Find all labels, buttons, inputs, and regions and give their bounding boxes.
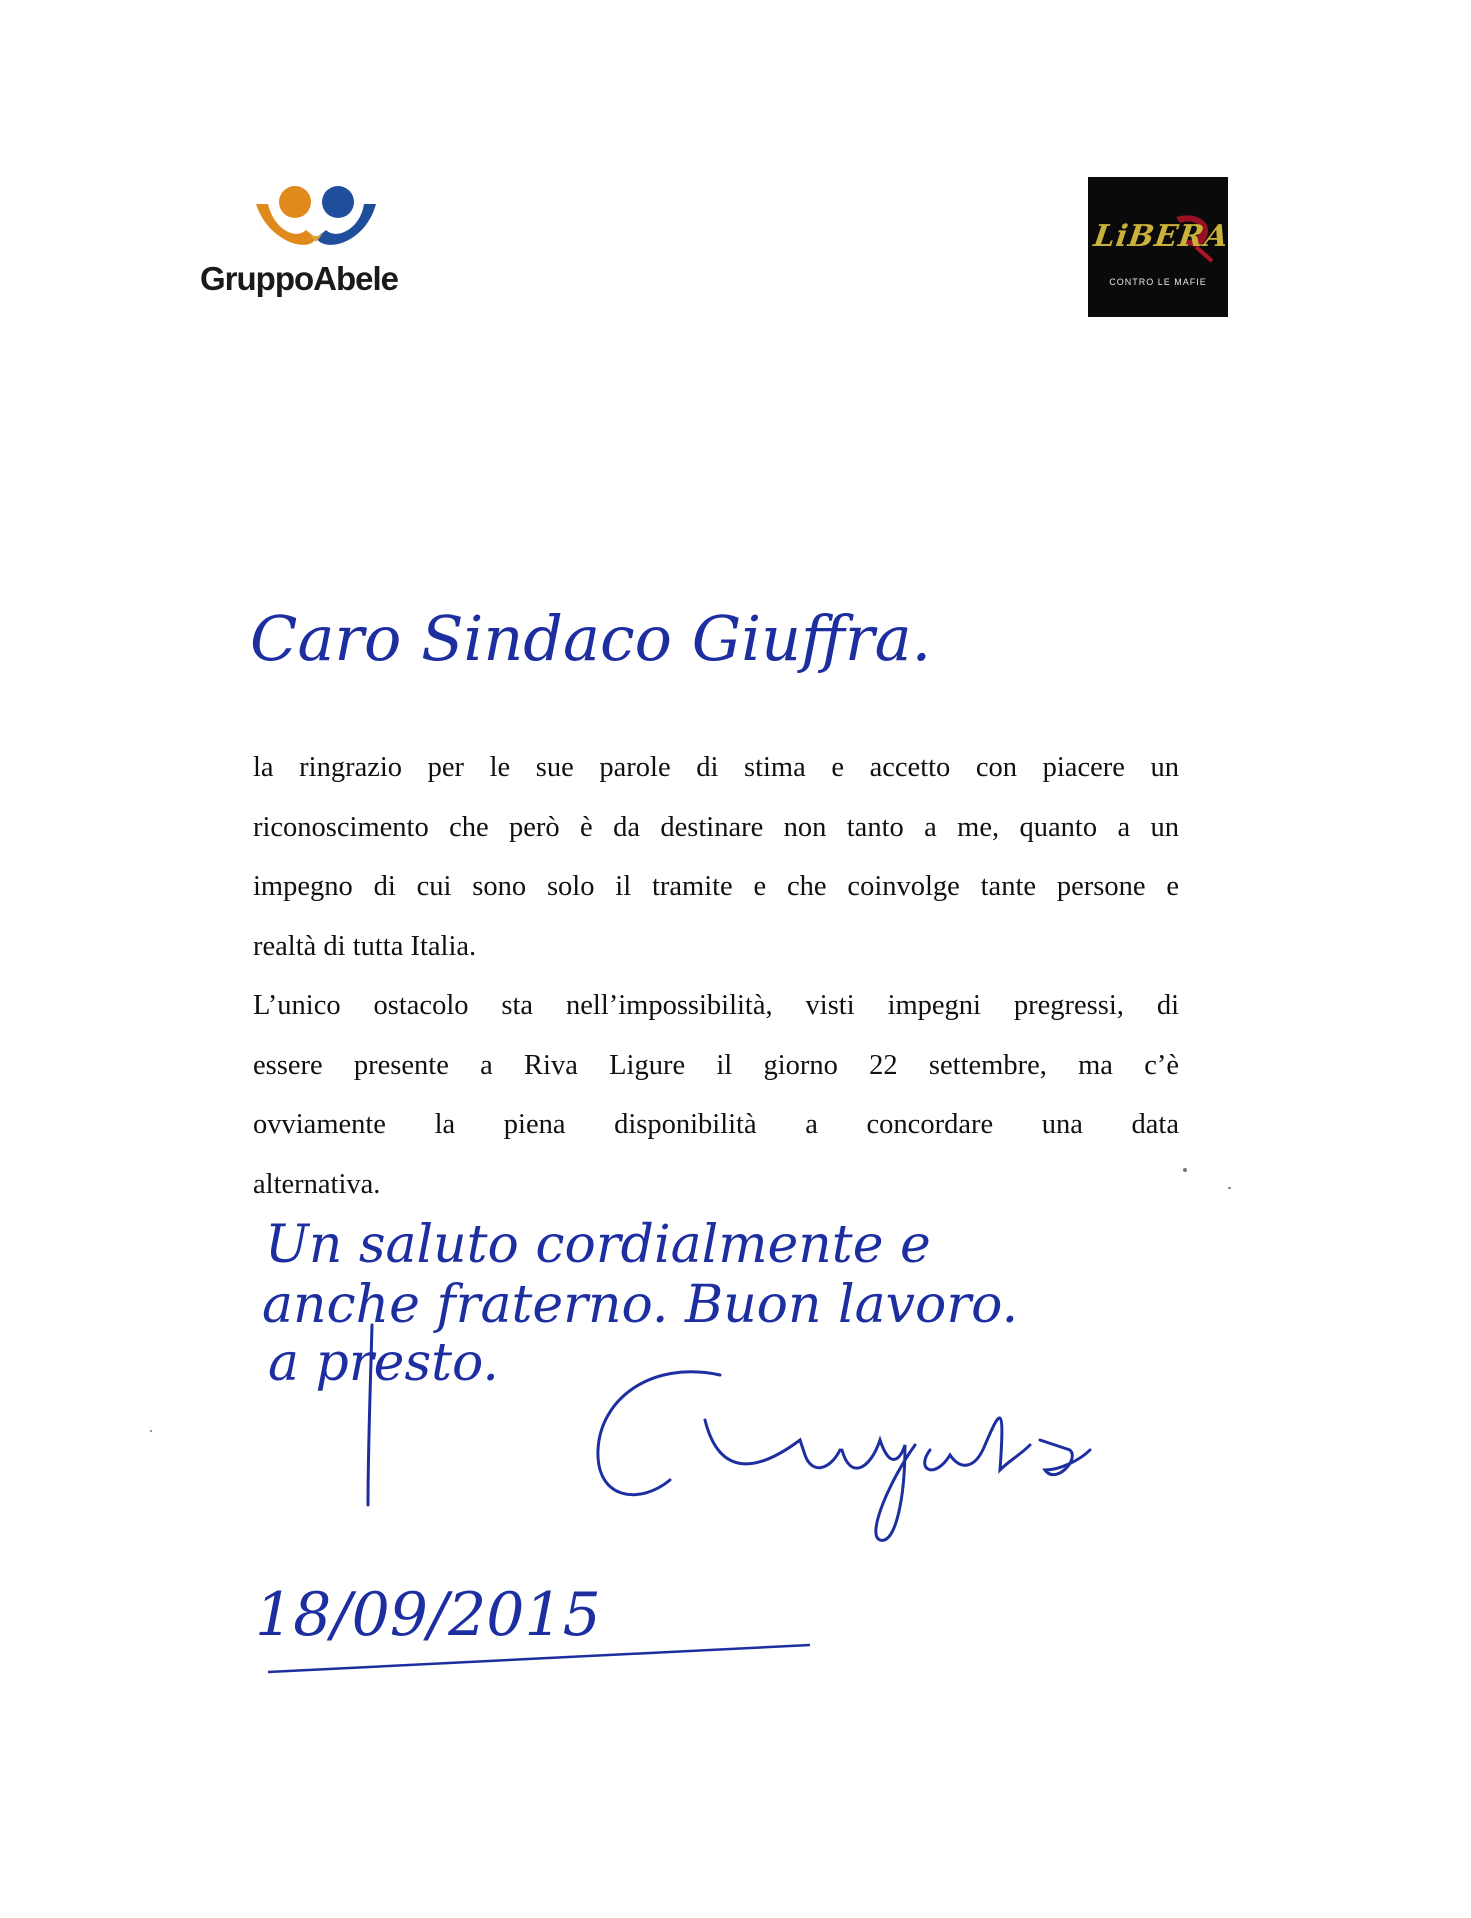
handwritten-salutation: Caro Sindaco Giuffra. xyxy=(250,602,932,675)
handwritten-closing-line-3: a presto. xyxy=(268,1333,499,1393)
body-line-4: realtà di tutta Italia. xyxy=(253,930,477,962)
scan-speck xyxy=(1183,1168,1187,1172)
libera-wordmark: LiBERA xyxy=(1091,219,1232,254)
handwritten-closing-line-1: Un saluto cordialmente e xyxy=(265,1215,931,1275)
body-line-6: essere presente a Riva Ligure il giorno 22 settembre, ma c’è xyxy=(253,1049,1179,1081)
libera-tagline: CONTRO LE MAFIE xyxy=(1109,277,1207,287)
body-line-1: la ringrazio per le sue parole di stima e accetto con piacere un xyxy=(253,752,1179,783)
body-line-5: L’unico ostacolo sta nell’impossibilità, visti impegni pregressi, di xyxy=(253,990,1179,1021)
letter-body xyxy=(253,738,1179,1214)
handwritten-date: 18/09/2015 xyxy=(255,1580,601,1650)
body-line-3: impegno di cui sono solo il tramite e che coinvolge tante persone e xyxy=(253,871,1179,902)
gruppo-abele-wordmark: GruppoAbele xyxy=(200,260,399,297)
scan-speck xyxy=(1228,1187,1231,1189)
body-line-7: ovviamente la piena disponibilità a concordare una data xyxy=(253,1109,1179,1140)
body-line-8: alternativa. xyxy=(253,1168,381,1200)
handwritten-closing-line-2: anche fraterno. Buon lavoro. xyxy=(262,1275,1019,1335)
scan-speck xyxy=(150,1430,152,1432)
body-line-2: riconoscimento che però è da destinare non tanto a me, quanto a un xyxy=(253,811,1179,843)
